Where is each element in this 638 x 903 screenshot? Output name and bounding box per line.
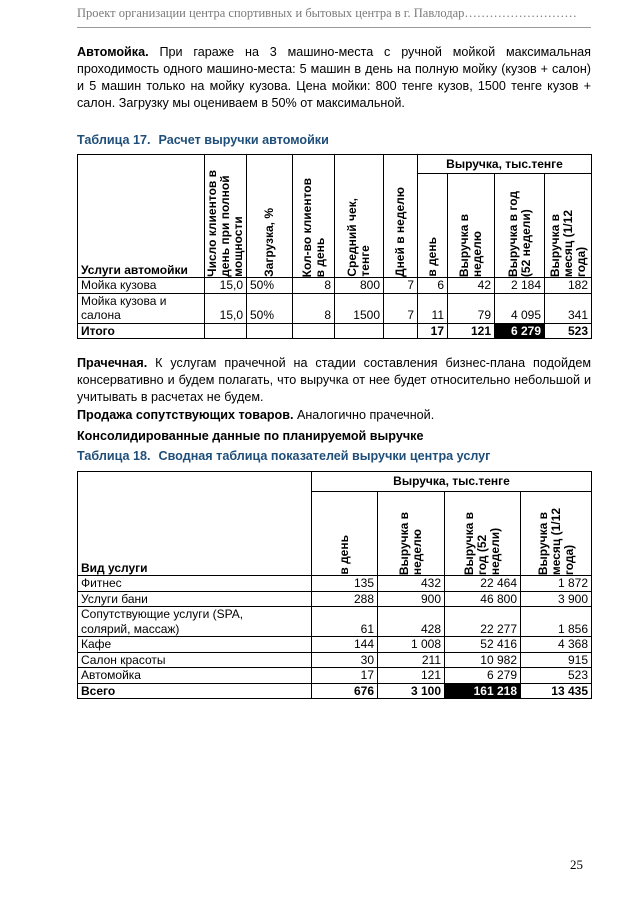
table-cell: 3 100 bbox=[378, 683, 445, 699]
table-cell: 42 bbox=[448, 278, 495, 294]
table17-title: Расчет выручки автомойки bbox=[158, 133, 329, 147]
table17-days-header: Дней в неделю bbox=[384, 155, 418, 278]
table-cell: 1500 bbox=[335, 293, 384, 323]
table-cell: 800 bbox=[335, 278, 384, 294]
table-cell: 17 bbox=[418, 323, 448, 339]
paragraph-lead: Продажа сопутствующих товаров. bbox=[77, 408, 294, 422]
table-cell: 900 bbox=[378, 591, 445, 607]
table-cell: 46 800 bbox=[445, 591, 521, 607]
table-cell: 121 bbox=[378, 668, 445, 684]
paragraph-text: К услугам прачечной на стадии составления бизнес-плана подойдем консервативно и будем полагать, что выручка от нее будет относительно небольшой и учитывать в расчетах не будем. bbox=[77, 356, 591, 404]
table-cell: 50% bbox=[247, 293, 293, 323]
table-cell: 30 bbox=[312, 652, 378, 668]
table-cell: 211 bbox=[378, 652, 445, 668]
table-cell: 523 bbox=[545, 323, 592, 339]
table-cell: 15,0 bbox=[205, 278, 247, 294]
table17 bbox=[77, 154, 592, 339]
table-cell: Кафе bbox=[78, 637, 312, 653]
table-cell: 4 368 bbox=[521, 637, 592, 653]
table-cell bbox=[205, 323, 247, 339]
table-cell: Услуги бани bbox=[78, 591, 312, 607]
table-cell: 341 bbox=[545, 293, 592, 323]
table-row bbox=[78, 607, 592, 637]
table-cell: 13 435 bbox=[521, 683, 592, 699]
table-cell: 8 bbox=[293, 278, 335, 294]
table-cell: 1 008 bbox=[378, 637, 445, 653]
table-cell: 6 279 bbox=[495, 323, 545, 339]
table-cell: Фитнес bbox=[78, 576, 312, 592]
table18-title: Сводная таблица показателей выручки центра услуг bbox=[158, 449, 491, 463]
table-row bbox=[78, 668, 592, 684]
table-cell bbox=[247, 323, 293, 339]
table-cell bbox=[293, 323, 335, 339]
table17-revenue-header: Выручка, тыс.тенге bbox=[418, 155, 592, 174]
table17-rev-day-header: в день bbox=[418, 174, 448, 278]
table-row bbox=[78, 591, 592, 607]
paragraph-text: Аналогично прачечной. bbox=[293, 408, 435, 422]
page-number: 25 bbox=[570, 857, 583, 872]
table18-number: Таблица 18. bbox=[77, 449, 151, 463]
table18 bbox=[77, 471, 592, 699]
table-row bbox=[78, 652, 592, 668]
table-cell: 22 464 bbox=[445, 576, 521, 592]
table-cell: 2 184 bbox=[495, 278, 545, 294]
table17-service-header: Услуги автомойки bbox=[78, 155, 205, 278]
table-cell: 7 bbox=[384, 278, 418, 294]
table18-rev-year-header: Выручка в год (52 недели) bbox=[445, 492, 521, 576]
table-row bbox=[78, 637, 592, 653]
table-cell: Итого bbox=[78, 323, 205, 339]
table-cell: 121 bbox=[448, 323, 495, 339]
table-cell: 144 bbox=[312, 637, 378, 653]
table-cell: 3 900 bbox=[521, 591, 592, 607]
table18-caption bbox=[77, 449, 591, 463]
table-cell: 1 872 bbox=[521, 576, 592, 592]
table-cell bbox=[335, 323, 384, 339]
table-row bbox=[78, 278, 592, 294]
table-cell: 50% bbox=[247, 278, 293, 294]
table18-revenue-header: Выручка, тыс.тенге bbox=[312, 472, 592, 492]
table17-check-header: Средний чек, тенге bbox=[335, 155, 384, 278]
table-cell: 432 bbox=[378, 576, 445, 592]
table-cell: Автомойка bbox=[78, 668, 312, 684]
table-row bbox=[78, 576, 592, 592]
paragraph-text: При гараже на 3 машино-места с ручной мойкой максимальная проходимость одного машино-места: 5 машин в день на полную мойку (кузов + салон) и 5 машин только на мойку кузова. Цена мойки: 800 тенге кузов, 1500 тенге кузов + салон. Загрузку мы оцениваем в 50% от максимальной. bbox=[77, 45, 591, 110]
table17-cars-header: Кол-во клиентов в день bbox=[293, 155, 335, 278]
table-cell: 161 218 bbox=[445, 683, 521, 699]
table-cell: Всего bbox=[78, 683, 312, 699]
table-cell bbox=[384, 323, 418, 339]
table-cell: 676 bbox=[312, 683, 378, 699]
paragraph-lead: Прачечная. bbox=[77, 356, 148, 370]
table17-caption bbox=[77, 133, 591, 147]
table-cell: Мойка кузова и салона bbox=[78, 293, 205, 323]
table18-rev-month-header: Выручка в месяц (1/12 года) bbox=[521, 492, 592, 576]
table-cell: 1 856 bbox=[521, 607, 592, 637]
paragraph-laundry bbox=[77, 355, 591, 406]
table17-rev-month-header: Выручка в месяц (1/12 года) bbox=[545, 174, 592, 278]
table-cell: 182 bbox=[545, 278, 592, 294]
table-cell: 79 bbox=[448, 293, 495, 323]
table17-rev-year-header: Выручка в год (52 недели) bbox=[495, 174, 545, 278]
table-cell: 10 982 bbox=[445, 652, 521, 668]
table17-number: Таблица 17. bbox=[77, 133, 151, 147]
table-cell: Салон красоты bbox=[78, 652, 312, 668]
paragraph-car-wash bbox=[77, 44, 591, 112]
table-cell: 6 bbox=[418, 278, 448, 294]
header-divider bbox=[77, 27, 591, 28]
table-cell: 135 bbox=[312, 576, 378, 592]
table-cell: 523 bbox=[521, 668, 592, 684]
table-cell: 915 bbox=[521, 652, 592, 668]
table-cell: Сопутствующие услуги (SPA, солярий, массаж) bbox=[78, 607, 312, 637]
table-cell: 4 095 bbox=[495, 293, 545, 323]
table-cell: Мойка кузова bbox=[78, 278, 205, 294]
table-cell: 61 bbox=[312, 607, 378, 637]
table-total-row bbox=[78, 323, 592, 339]
table-cell: 52 416 bbox=[445, 637, 521, 653]
table-cell: 6 279 bbox=[445, 668, 521, 684]
table-cell: 8 bbox=[293, 293, 335, 323]
table-cell: 288 bbox=[312, 591, 378, 607]
paragraph-goods bbox=[77, 408, 434, 422]
running-header: Проект организации центра спортивных и бытовых центра в г. Павлодар……………………… bbox=[77, 6, 577, 20]
paragraph-lead: Автомойка. bbox=[77, 45, 149, 59]
table17-rev-week-header: Выручка в неделю bbox=[448, 174, 495, 278]
table18-rev-day-header: в день bbox=[312, 492, 378, 576]
table-cell: 17 bbox=[312, 668, 378, 684]
table-cell: 22 277 bbox=[445, 607, 521, 637]
section-heading: Консолидированные данные по планируемой выручке bbox=[77, 429, 424, 443]
table-total-row bbox=[78, 683, 592, 699]
table-cell: 11 bbox=[418, 293, 448, 323]
table17-clients-header: Число клиентов в день при полной мощности bbox=[205, 155, 247, 278]
table18-rev-week-header: Выручка в неделю bbox=[378, 492, 445, 576]
table-cell: 428 bbox=[378, 607, 445, 637]
table18-service-header: Вид услуги bbox=[78, 472, 312, 576]
table-row bbox=[78, 293, 592, 323]
table-cell: 7 bbox=[384, 293, 418, 323]
table17-load-header: Загрузка, % bbox=[247, 155, 293, 278]
table-cell: 15,0 bbox=[205, 293, 247, 323]
